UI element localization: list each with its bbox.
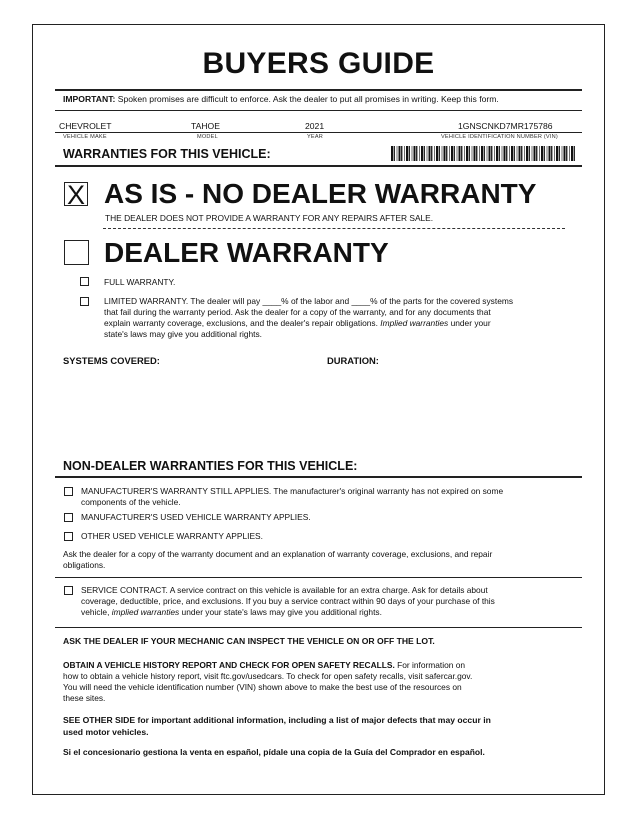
barcode-bar	[494, 146, 495, 161]
implied-warranties-text: implied warranties	[111, 607, 180, 617]
barcode-bar	[502, 146, 503, 161]
vehicle-history-notice: OBTAIN A VEHICLE HISTORY REPORT AND CHECK FOR OPEN SAFETY RECALLS. For information on how to obtain a vehicle history report, visit ftc.gov/usedcars. To check for open safety recalls, visit safercar.gov. You will need the vehicle identification number (VIN) shown above to make the best use of the resources on these sites.	[63, 660, 473, 703]
barcode-bar	[451, 146, 453, 161]
form-title: BUYERS GUIDE	[202, 47, 435, 80]
duration-label: DURATION:	[327, 355, 379, 366]
barcode-bar	[464, 146, 465, 161]
barcode-bar	[556, 146, 558, 161]
barcode-bar	[534, 146, 536, 161]
barcode-bar	[436, 146, 438, 161]
divider	[55, 577, 582, 578]
vehicle-year-label: YEAR	[307, 134, 324, 140]
barcode-bar	[489, 146, 491, 161]
divider	[55, 165, 582, 167]
see-other-side-notice: SEE OTHER SIDE for important additional information, including a list of major defects that may occur in used motor vehicles.	[63, 715, 491, 737]
dealer-warranty-heading: DEALER WARRANTY	[104, 237, 389, 268]
barcode-bar	[481, 146, 483, 161]
as-is-heading: AS IS - NO DEALER WARRANTY	[104, 178, 537, 209]
barcode-bar	[412, 146, 413, 161]
barcode-bar	[409, 146, 410, 161]
systems-covered-label: SYSTEMS COVERED:	[63, 355, 160, 366]
barcode-bar	[532, 146, 533, 161]
manufacturer-warranty-text: MANUFACTURER'S WARRANTY STILL APPLIES. The manufacturer's original warranty has not expired on some components of the vehicle.	[81, 486, 504, 507]
barcode-bar	[434, 146, 435, 161]
barcode-bar	[457, 146, 458, 161]
dashed-divider	[103, 228, 565, 229]
barcode-bar	[529, 146, 530, 161]
important-label: IMPORTANT:	[63, 94, 116, 104]
barcode-bar	[571, 146, 573, 161]
as-is-check-mark: X	[66, 180, 85, 210]
barcode-bar	[547, 146, 548, 161]
barcode-bar	[414, 146, 416, 161]
barcode-bar	[446, 146, 447, 161]
vehicle-make-label: VEHICLE MAKE	[63, 134, 107, 140]
vehicle-info-line	[55, 132, 582, 133]
limited-warranty-text	[104, 296, 584, 340]
barcode-bar	[474, 146, 476, 161]
barcode-bar	[431, 146, 432, 161]
barcode-bar	[416, 146, 417, 161]
barcode-bar	[554, 146, 555, 161]
barcode-bar	[559, 146, 560, 161]
barcode-bar	[539, 146, 540, 161]
dealer-warranty-checkbox[interactable]	[64, 240, 89, 265]
barcode-bar	[444, 146, 446, 161]
vehicle-model-label: MODEL	[197, 134, 218, 140]
barcode-bar	[504, 146, 506, 161]
manufacturer-warranty-checkbox[interactable]	[64, 487, 73, 496]
barcode-bar	[511, 146, 513, 161]
limited-warranty-checkbox[interactable]	[80, 297, 89, 306]
barcode-bar	[429, 146, 431, 161]
other-used-warranty-checkbox[interactable]	[64, 532, 73, 541]
barcode-bar	[544, 146, 545, 161]
limited-line-4: state's laws may give you additional rights.	[104, 329, 263, 339]
limited-line-3: explain warranty coverage, exclusions, and the dealer's repair obligations. Implied warranties under your	[104, 318, 491, 328]
barcode-bar	[391, 146, 393, 161]
divider	[55, 476, 582, 478]
barcode-bar	[484, 146, 485, 161]
used-vehicle-warranty-checkbox[interactable]	[64, 513, 73, 522]
barcode-bar	[536, 146, 537, 161]
as-is-subtext: THE DEALER DOES NOT PROVIDE A WARRANTY FOR ANY REPAIRS AFTER SALE.	[105, 213, 434, 223]
barcode-bar	[469, 146, 470, 161]
barcode-bar	[517, 146, 518, 161]
divider	[55, 110, 582, 111]
vehicle-vin: 1GNSCNKD7MR175786	[458, 121, 553, 131]
limited-line-1: LIMITED WARRANTY. The dealer will pay ____% of the labor and ____% of the parts for the covered systems	[104, 296, 514, 306]
warranties-heading: WARRANTIES FOR THIS VEHICLE:	[63, 147, 271, 161]
barcode-bar	[439, 146, 440, 161]
non-dealer-heading: NON-DEALER WARRANTIES FOR THIS VEHICLE:	[63, 459, 358, 473]
barcode-bar	[404, 146, 405, 161]
barcode-bar	[551, 146, 552, 161]
barcode-bar	[442, 146, 443, 161]
barcode-bar	[449, 146, 450, 161]
buyers-guide-form	[32, 24, 605, 795]
divider	[55, 627, 582, 628]
vehicle-model: TAHOE	[191, 121, 220, 131]
barcode-bar	[499, 146, 500, 161]
barcode-bar	[401, 146, 402, 161]
important-notice	[63, 94, 499, 104]
vehicle-vin-label: VEHICLE IDENTIFICATION NUMBER (VIN)	[441, 134, 558, 140]
barcode-bar	[472, 146, 473, 161]
barcode-bar	[491, 146, 492, 161]
vehicle-year: 2021	[305, 121, 325, 131]
barcode-bar	[562, 146, 563, 161]
barcode-bar	[566, 146, 567, 161]
barcode-bar	[514, 146, 515, 161]
barcode-bar	[397, 146, 398, 161]
used-vehicle-warranty-text: MANUFACTURER'S USED VEHICLE WARRANTY APPLIES.	[81, 512, 311, 522]
mechanic-notice: ASK THE DEALER IF YOUR MECHANIC CAN INSPECT THE VEHICLE ON OR OFF THE LOT.	[63, 636, 435, 646]
service-contract-checkbox[interactable]	[64, 586, 73, 595]
full-warranty-checkbox[interactable]	[80, 277, 89, 286]
barcode-bar	[476, 146, 477, 161]
barcode-bar	[459, 146, 461, 161]
barcode-bar	[524, 146, 525, 161]
vehicle-make: CHEVROLET	[59, 121, 112, 131]
barcode-bar	[479, 146, 480, 161]
spanish-notice: Si el concesionario gestiona la venta en español, pídale una copia de la Guía del Comprador en español.	[63, 747, 485, 757]
full-warranty-label: FULL WARRANTY.	[104, 277, 176, 287]
barcode-bar	[394, 146, 395, 161]
barcode-bar	[466, 146, 468, 161]
service-contract-text: SERVICE CONTRACT. A service contract on this vehicle is available for an extra charge. Ask for details about coverage, deductible, price, and exclusions. If you buy a service contract within 90 days of your purchase of this vehicle, implied warranties under your state's laws may give you additional rights.	[81, 585, 495, 617]
barcode-bar	[487, 146, 488, 161]
as-is-checkbox[interactable]	[64, 180, 88, 210]
barcode-bar	[419, 146, 420, 161]
barcode-bar	[406, 146, 408, 161]
barcode-bar	[496, 146, 498, 161]
important-text: Spoken promises are difficult to enforce. Ask the dealer to put all promises in writing. Keep this form.	[117, 94, 499, 104]
other-used-warranty-text: OTHER USED VEHICLE WARRANTY APPLIES.	[81, 531, 263, 541]
implied-warranties-text: Implied warranties	[380, 318, 449, 328]
barcode-bar	[461, 146, 462, 161]
ask-dealer-copy-text: Ask the dealer for a copy of the warranty document and an explanation of warranty coverage, exclusions, and repair obligations.	[63, 549, 493, 570]
vin-barcode	[391, 146, 577, 161]
barcode-bar	[521, 146, 522, 161]
barcode-bar	[569, 146, 570, 161]
barcode-bar	[506, 146, 507, 161]
barcode-bar	[454, 146, 455, 161]
barcode-bar	[421, 146, 423, 161]
barcode-bar	[519, 146, 521, 161]
divider	[55, 89, 582, 91]
barcode-bar	[424, 146, 425, 161]
barcode-bar	[526, 146, 528, 161]
barcode-bar	[509, 146, 510, 161]
limited-line-2: that fail during the warranty period. Ask the dealer for a copy of the warranty, and for any documents that	[104, 307, 491, 317]
barcode-bar	[399, 146, 401, 161]
barcode-bar	[541, 146, 543, 161]
barcode-bar	[564, 146, 566, 161]
barcode-bar	[549, 146, 551, 161]
barcode-bar	[574, 146, 575, 161]
barcode-bar	[427, 146, 428, 161]
